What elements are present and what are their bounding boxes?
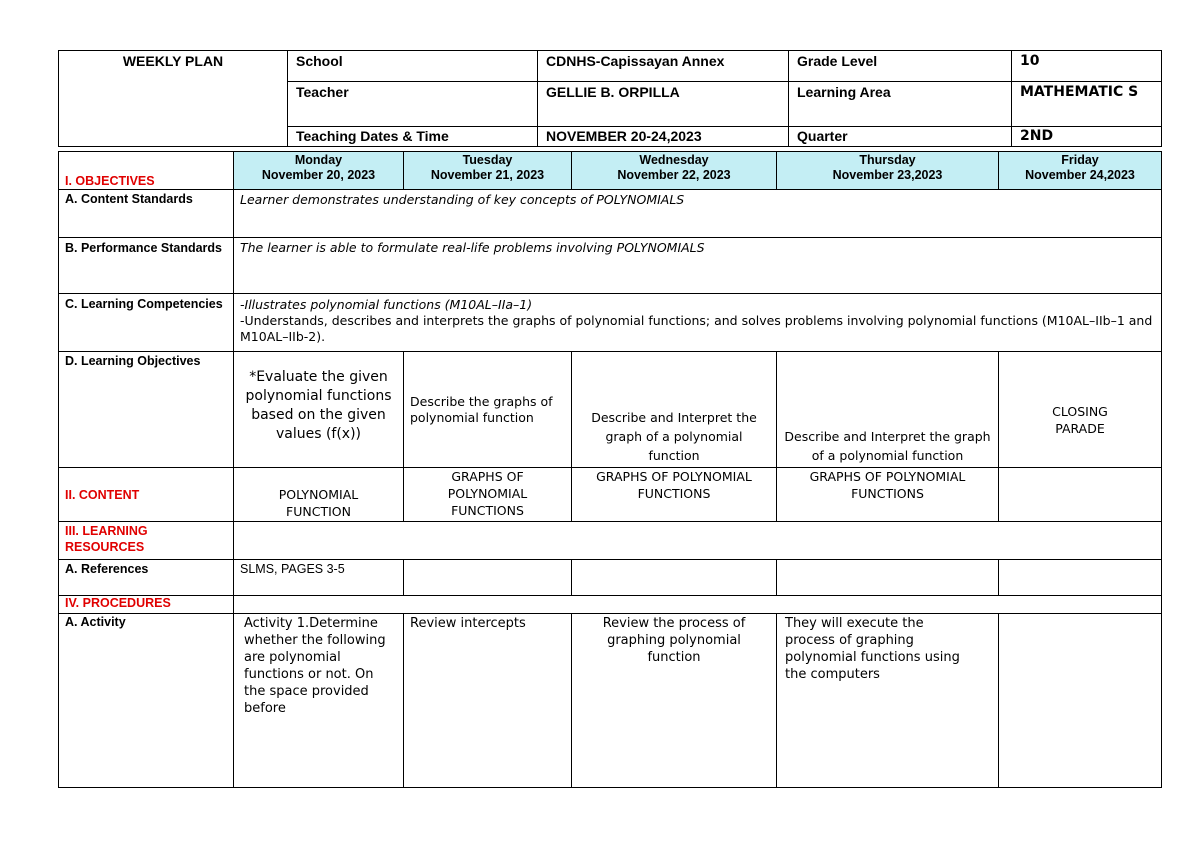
quarter-value: 2ND (1012, 127, 1162, 147)
objectives-section-title: I. OBJECTIVES (65, 174, 155, 188)
plan-title: WEEKLY PLAN (59, 51, 288, 147)
references-tuesday (404, 560, 572, 596)
day-header-wednesday (572, 152, 777, 190)
dates-value: NOVEMBER 20-24,2023 (538, 127, 789, 147)
content-wednesday: GRAPHS OF POLYNOMIAL FUNCTIONS (572, 468, 777, 522)
day-name: Friday (1061, 153, 1099, 167)
objective-thursday: Describe and Interpret the graph of a polynomial function (777, 352, 999, 468)
competencies-cell (234, 294, 1162, 352)
school-label: School (288, 51, 538, 82)
teacher-value: GELLIE B. ORPILLA (538, 82, 789, 127)
day-name: Thursday (859, 153, 916, 167)
references-thursday (777, 560, 999, 596)
references-friday (999, 560, 1162, 596)
day-date: November 20, 2023 (261, 168, 376, 182)
resources-section-cell (59, 522, 234, 560)
day-header-monday (234, 152, 404, 190)
content-section-cell (59, 468, 234, 522)
content-tuesday: GRAPHS OF POLYNOMIAL FUNCTIONS (404, 468, 572, 522)
objective-friday: CLOSING PARADE (999, 352, 1162, 468)
day-name: Monday (294, 153, 343, 167)
day-header-tuesday (404, 152, 572, 190)
objective-monday: *Evaluate the given polynomial functions based on the given values (f(x)) (234, 352, 404, 468)
area-label: Learning Area (789, 82, 1012, 127)
procedures-section-title: IV. PROCEDURES (65, 596, 171, 610)
content-standards-text: Learner demonstrates understanding of key concepts of POLYNOMIALS (234, 190, 1162, 238)
header-table (58, 50, 1162, 147)
references-label: A. References (59, 560, 234, 596)
content-monday: POLYNOMIAL FUNCTION (234, 468, 404, 522)
school-value: CDNHS-Capissayan Annex (538, 51, 789, 82)
activity-friday (999, 614, 1162, 788)
competency-1: -Illustrates polynomial functions (M10AL–IIa–1) (240, 297, 533, 312)
objective-tuesday: Describe the graphs of polynomial function (404, 352, 572, 468)
day-date: November 22, 2023 (617, 168, 731, 182)
grade-value: 10 (1012, 51, 1162, 82)
activity-wednesday: Review the process of graphing polynomial function (572, 614, 777, 788)
competencies-label: C. Learning Competencies (59, 294, 234, 352)
grade-label: Grade Level (789, 51, 1012, 82)
performance-standards-text: The learner is able to formulate real-life problems involving POLYNOMIALS (234, 238, 1162, 294)
day-date: November 21, 2023 (430, 168, 545, 182)
content-friday (999, 468, 1162, 522)
activity-monday: Activity 1.Determine whether the following are polynomial functions or not. On the space provided before (234, 614, 404, 788)
area-value: MATHEMATIC S (1012, 82, 1162, 127)
teacher-label: Teacher (288, 82, 538, 127)
competency-2: -Understands, describes and interprets the graphs of polynomial functions; and solves problems involving polynomial functions (M10AL–IIb–1 and M10AL–IIb-2). (240, 313, 1153, 344)
content-thursday: GRAPHS OF POLYNOMIAL FUNCTIONS (777, 468, 999, 522)
day-name: Wednesday (639, 153, 709, 167)
activity-label: A. Activity (59, 614, 234, 788)
day-header-thursday (777, 152, 999, 190)
procedures-section-cell (59, 596, 234, 614)
dates-label: Teaching Dates & Time (288, 127, 538, 147)
quarter-label: Quarter (789, 127, 1012, 147)
day-name: Tuesday (462, 153, 513, 167)
day-header-friday (999, 152, 1162, 190)
objectives-section-cell (59, 152, 234, 190)
plan-table (58, 151, 1162, 788)
resources-section-title: III. LEARNING RESOURCES (65, 524, 148, 554)
content-section-title: II. CONTENT (65, 487, 140, 502)
content-standards-label: A. Content Standards (59, 190, 234, 238)
resources-empty-cell (234, 522, 1162, 560)
day-date: November 24,2023 (1025, 168, 1135, 182)
activity-tuesday: Review intercepts (404, 614, 572, 788)
day-date: November 23,2023 (832, 168, 943, 182)
references-monday: SLMS, PAGES 3-5 (234, 560, 404, 596)
references-wednesday (572, 560, 777, 596)
performance-standards-label: B. Performance Standards (59, 238, 234, 294)
objectives-label: D. Learning Objectives (59, 352, 234, 468)
objective-wednesday: Describe and Interpret the graph of a polynomial function (572, 352, 777, 468)
procedures-empty-cell (234, 596, 1162, 614)
activity-thursday: They will execute the process of graphing polynomial functions using the computers (777, 614, 999, 788)
